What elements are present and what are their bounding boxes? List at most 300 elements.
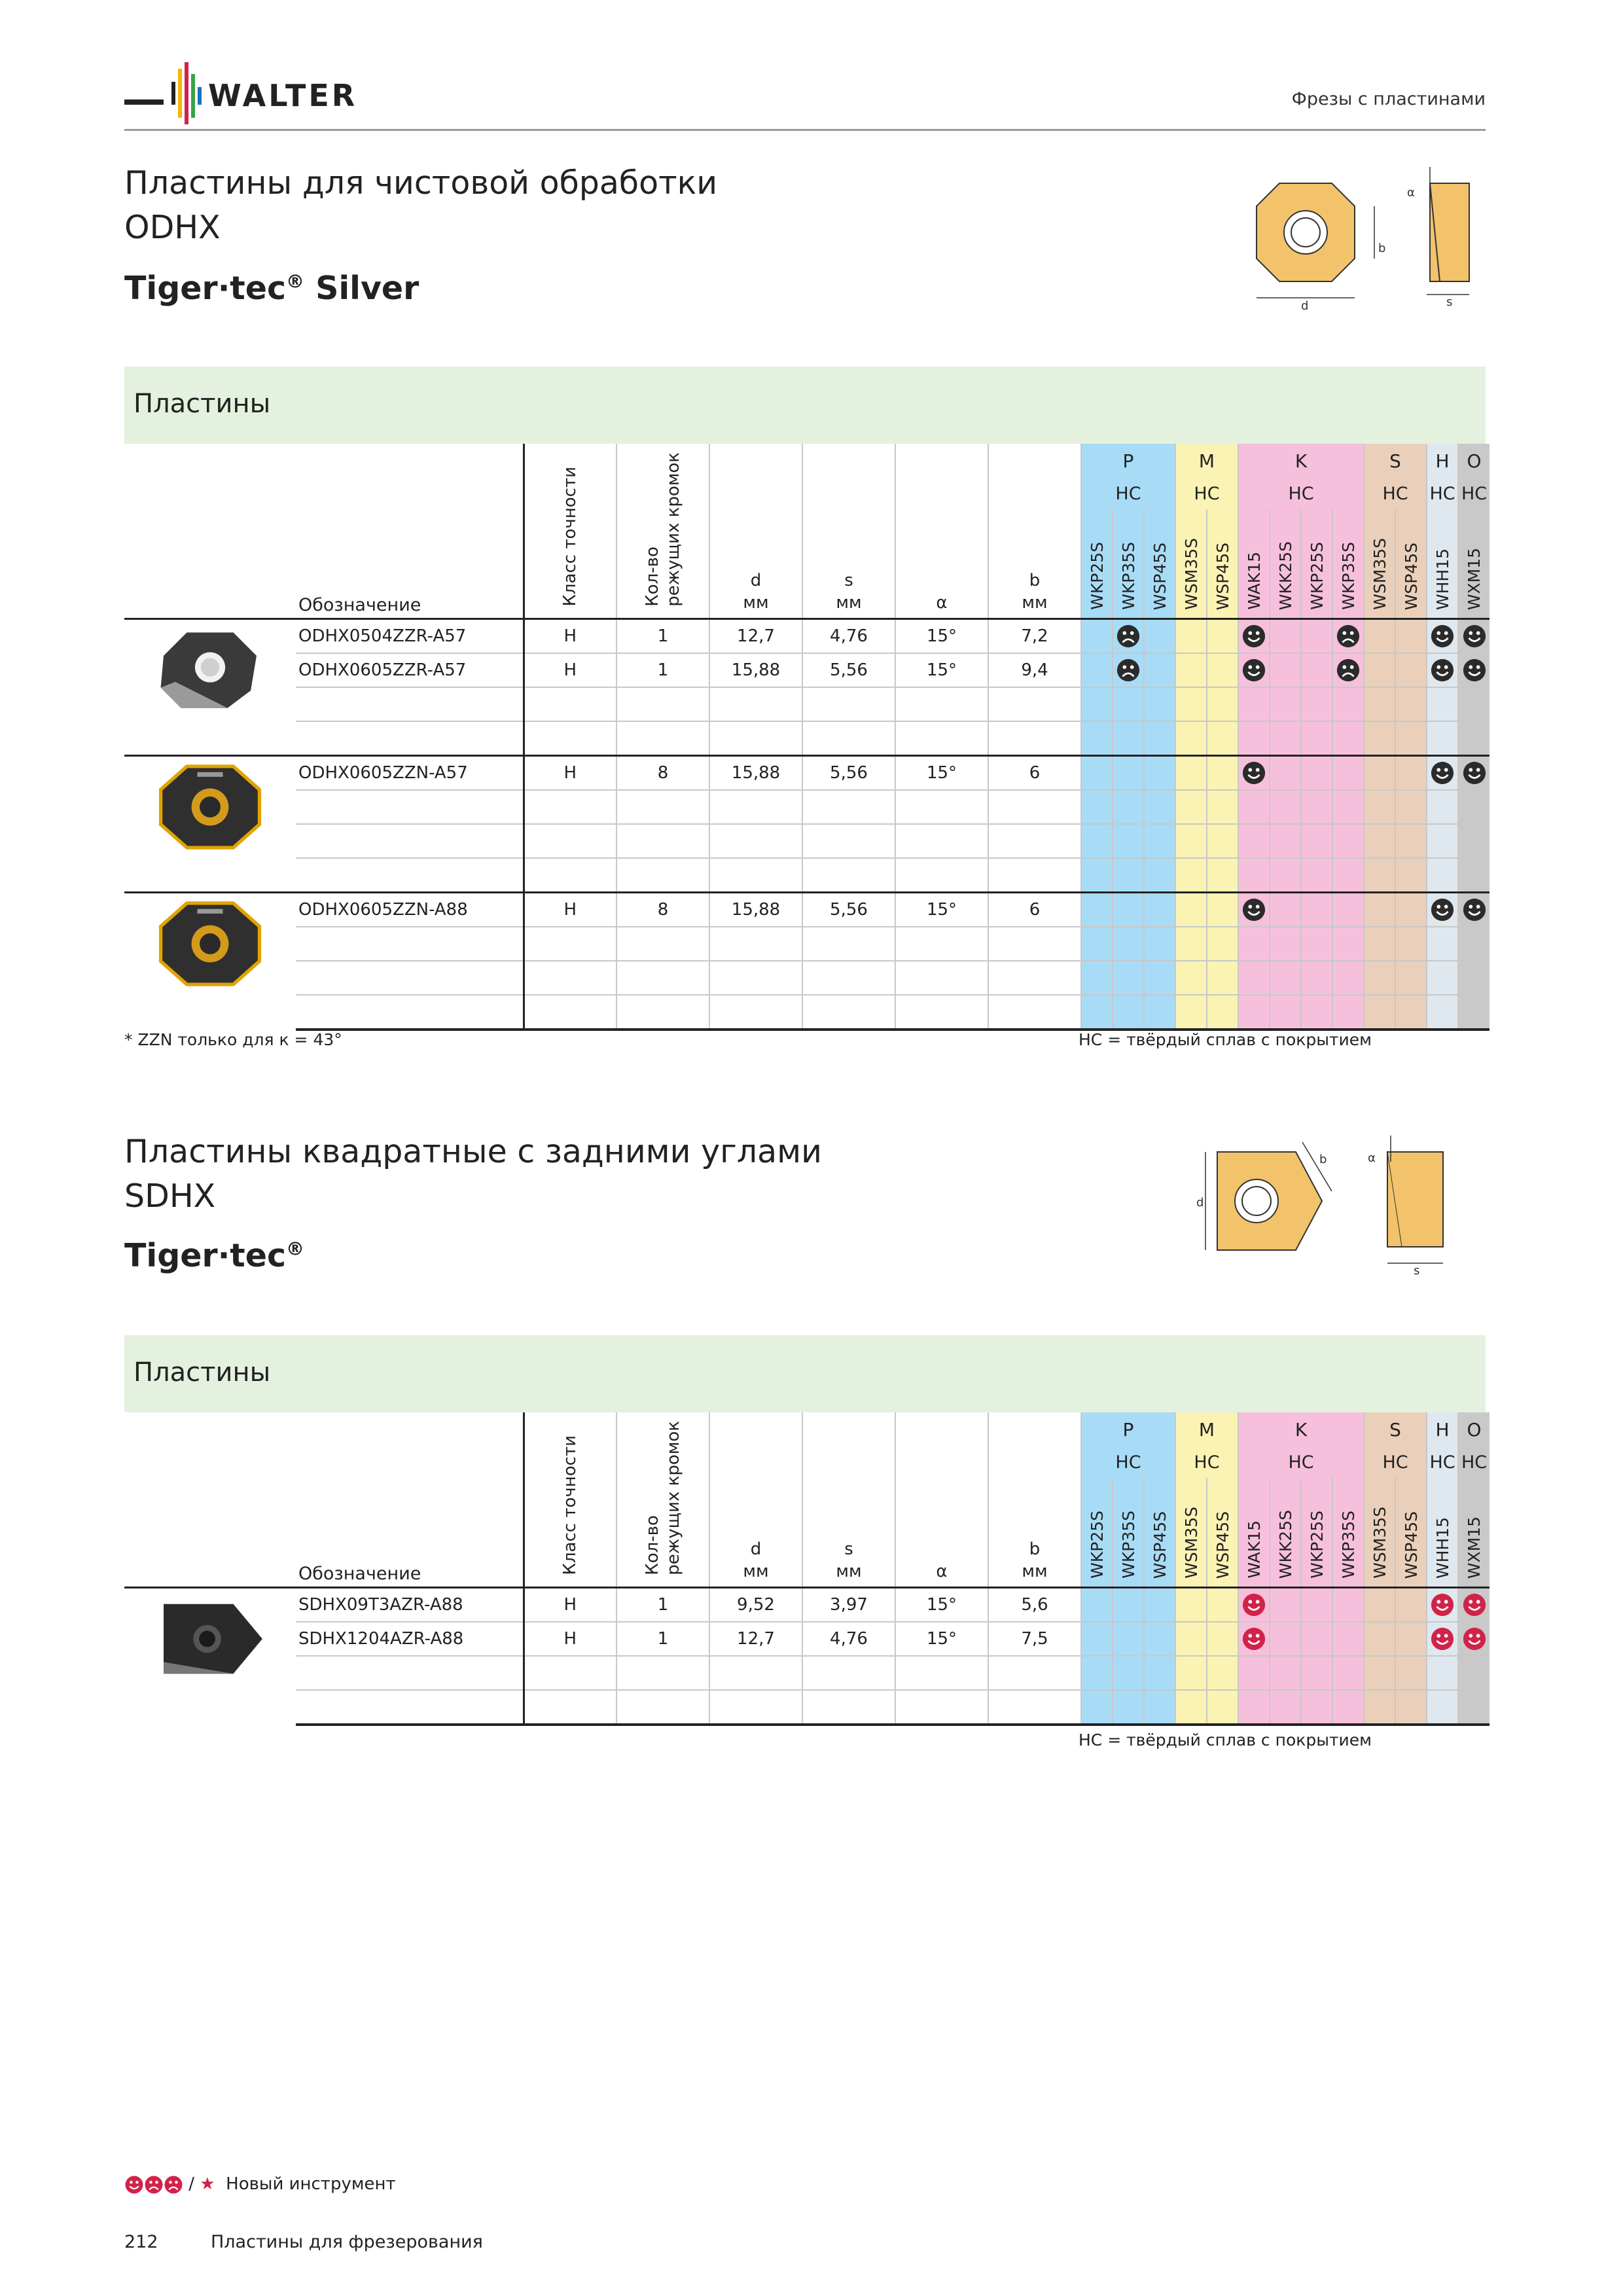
b-cell: 5,6 <box>988 1588 1081 1623</box>
section1-title-line1: Пластины для чистовой обработки <box>124 164 718 202</box>
new-tool-mark-icon <box>1462 1592 1487 1617</box>
grade-cell <box>1175 756 1207 791</box>
grade-cell <box>1332 1588 1364 1623</box>
grade-header <box>1081 509 1113 619</box>
empty-cell <box>709 961 802 995</box>
d-cell: 15,88 <box>709 653 802 687</box>
edges-header <box>616 1412 709 1588</box>
group-O: O <box>1458 1412 1489 1446</box>
grade-cell <box>1207 653 1238 687</box>
grade-cell <box>1238 619 1270 654</box>
empty-cell <box>1270 1656 1301 1690</box>
suitable-mark-icon <box>1241 624 1266 649</box>
empty-cell <box>524 1656 616 1690</box>
empty-cell <box>1144 1690 1175 1725</box>
grade-header <box>1113 509 1144 619</box>
page-number: 212 <box>124 2232 158 2252</box>
empty-cell <box>1270 995 1301 1030</box>
section1-band <box>124 367 1486 444</box>
empty-cell <box>1427 721 1458 756</box>
empty-cell <box>1113 1656 1144 1690</box>
empty-cell <box>1270 927 1301 961</box>
grade-cell <box>1270 1588 1301 1623</box>
grade-label: WKP25S <box>1087 542 1107 610</box>
empty-cell <box>1270 1690 1301 1725</box>
svg-text:WALTER: WALTER <box>208 78 358 113</box>
empty-cell <box>1301 927 1332 961</box>
empty-cell <box>802 824 895 858</box>
grade-label: WSM35S <box>1370 1507 1389 1579</box>
grade-header <box>1207 1478 1238 1588</box>
grade-cell <box>1332 893 1364 927</box>
empty-cell <box>1238 858 1270 893</box>
d-cell: 15,88 <box>709 893 802 927</box>
empty-cell <box>1364 790 1395 824</box>
group-M-sub: HC <box>1175 478 1238 509</box>
s-header <box>802 444 895 619</box>
table-row-empty <box>124 961 1489 995</box>
grade-header <box>1427 509 1458 619</box>
edges-header-label <box>642 452 684 607</box>
insert-image <box>151 897 269 990</box>
legend-icons <box>124 2174 183 2194</box>
empty-cell <box>1175 824 1207 858</box>
grade-cell <box>1081 653 1113 687</box>
edges-cell: 1 <box>616 1588 709 1623</box>
grade-cell <box>1081 1622 1113 1656</box>
edges-header-label <box>642 1421 684 1575</box>
grade-header <box>1395 1478 1427 1588</box>
b-cell: 7,2 <box>988 619 1081 654</box>
d-header <box>709 444 802 619</box>
grade-header <box>1364 1478 1395 1588</box>
legend <box>124 2174 396 2195</box>
grade-cell <box>1395 893 1427 927</box>
edges-line1: Кол-во <box>643 547 662 607</box>
empty-cell <box>1207 858 1238 893</box>
empty-cell <box>1207 995 1238 1030</box>
header-rule <box>124 129 1486 131</box>
s-cell: 4,76 <box>802 619 895 654</box>
accuracy-cell: H <box>524 1588 616 1623</box>
empty-cell <box>709 995 802 1030</box>
empty-cell <box>1207 961 1238 995</box>
empty-cell <box>1144 687 1175 721</box>
empty-cell <box>1081 1656 1113 1690</box>
table-row-empty <box>124 790 1489 824</box>
empty-cell <box>895 1656 988 1690</box>
empty-cell <box>1427 824 1458 858</box>
empty-cell <box>1113 961 1144 995</box>
grade-header <box>1301 509 1332 619</box>
empty-cell <box>1207 824 1238 858</box>
edges-cell: 8 <box>616 756 709 791</box>
empty-cell <box>709 824 802 858</box>
grade-cell <box>1332 1622 1364 1656</box>
empty-cell <box>1175 1690 1207 1725</box>
grade-cell <box>1081 756 1113 791</box>
empty-cell <box>1427 927 1458 961</box>
empty-cell <box>1207 1690 1238 1725</box>
empty-cell <box>895 824 988 858</box>
grade-label: WSP45S <box>1401 542 1421 610</box>
grade-cell <box>1144 893 1175 927</box>
empty-cell <box>1113 858 1144 893</box>
brand-reg: ® <box>286 270 305 293</box>
grade-cell <box>1113 653 1144 687</box>
grade-cell <box>1301 1622 1332 1656</box>
grade-cell <box>1395 1622 1427 1656</box>
empty-cell <box>1364 1656 1395 1690</box>
grade-label: WSP45S <box>1213 1511 1232 1579</box>
alpha-cell: 15° <box>895 1622 988 1656</box>
empty-cell <box>1301 961 1332 995</box>
grade-cell <box>1113 893 1144 927</box>
alpha-cell: 15° <box>895 893 988 927</box>
table-row <box>124 653 1489 687</box>
empty-cell <box>1301 790 1332 824</box>
group-P-sub: HC <box>1081 1446 1175 1478</box>
header-section-label: Фрезы с пластинами <box>1291 89 1486 109</box>
group-S-sub: HC <box>1364 1446 1427 1478</box>
empty-cell <box>616 1690 709 1725</box>
empty-cell <box>1301 1656 1332 1690</box>
grade-cell <box>1113 756 1144 791</box>
new-tool-mark-icon <box>1430 1592 1455 1617</box>
empty-cell <box>616 824 709 858</box>
empty-cell <box>1270 721 1301 756</box>
grade-label: WSP45S <box>1401 1511 1421 1579</box>
grade-cell <box>1270 756 1301 791</box>
empty-cell <box>1458 687 1489 721</box>
b-cell: 6 <box>988 756 1081 791</box>
grade-label: WAK15 <box>1244 552 1264 610</box>
empty-cell <box>1207 790 1238 824</box>
new-unsuitable-icon <box>164 2175 183 2195</box>
section2-footnote-right: HC = твёрдый сплав с покрытием <box>1079 1731 1372 1749</box>
svg-text:d: d <box>1301 299 1309 313</box>
grade-cell <box>1144 1622 1175 1656</box>
band-label: Пластины <box>134 1357 271 1388</box>
edges-cell: 1 <box>616 653 709 687</box>
new-suitable-icon <box>124 2175 144 2195</box>
accuracy-header <box>524 444 616 619</box>
new-limited-icon <box>144 2175 164 2195</box>
grade-cell <box>1144 1588 1175 1623</box>
alpha-header-label: α <box>936 593 948 613</box>
alpha-cell: 15° <box>895 1588 988 1623</box>
empty-cell <box>1395 824 1427 858</box>
grade-cell <box>1113 1588 1144 1623</box>
group-P: P <box>1081 1412 1175 1446</box>
empty-cell <box>1175 995 1207 1030</box>
table-row-empty <box>124 1690 1489 1725</box>
empty-cell <box>1207 927 1238 961</box>
group-P: P <box>1081 444 1175 478</box>
grade-header <box>1113 1478 1144 1588</box>
grade-header <box>1238 509 1270 619</box>
empty-cell <box>1395 1690 1427 1725</box>
edges-cell: 1 <box>616 1622 709 1656</box>
empty-cell <box>1395 790 1427 824</box>
svg-text:d: d <box>1196 1196 1204 1210</box>
empty-cell <box>1175 790 1207 824</box>
empty-cell <box>1395 858 1427 893</box>
empty-cell <box>1207 721 1238 756</box>
empty-cell <box>988 927 1081 961</box>
grade-header <box>1395 509 1427 619</box>
grade-label: WKK25S <box>1275 1509 1295 1579</box>
grade-cell <box>1301 756 1332 791</box>
empty-cell <box>616 687 709 721</box>
empty-cell <box>616 858 709 893</box>
empty-cell <box>1458 1690 1489 1725</box>
empty-cell <box>895 721 988 756</box>
empty-cell <box>1270 858 1301 893</box>
empty-cell <box>1113 927 1144 961</box>
empty-cell <box>988 995 1081 1030</box>
empty-cell <box>1364 927 1395 961</box>
grade-cell <box>1332 619 1364 654</box>
grade-cell <box>1458 756 1489 791</box>
sdhx-table <box>124 1412 1489 1726</box>
empty-cell <box>1364 858 1395 893</box>
empty-cell <box>1301 1690 1332 1725</box>
empty-cell <box>1081 721 1113 756</box>
empty-cell <box>1427 790 1458 824</box>
grade-cell <box>1364 619 1395 654</box>
grade-header <box>1332 509 1364 619</box>
group-K: K <box>1238 444 1364 478</box>
footer-title: Пластины для фрезерования <box>211 2232 483 2252</box>
d-cell: 12,7 <box>709 619 802 654</box>
accuracy-cell: H <box>524 619 616 654</box>
empty-cell <box>988 721 1081 756</box>
empty-cell <box>1458 927 1489 961</box>
group-H-sub: HC <box>1427 1446 1458 1478</box>
empty-cell <box>1427 1656 1458 1690</box>
empty-cell <box>1364 961 1395 995</box>
d-cell: 12,7 <box>709 1622 802 1656</box>
grade-cell <box>1207 893 1238 927</box>
b-cell: 7,5 <box>988 1622 1081 1656</box>
b-header <box>988 444 1081 619</box>
edges-cell: 1 <box>616 619 709 654</box>
empty-cell <box>1395 961 1427 995</box>
empty-cell <box>1301 858 1332 893</box>
grade-cell <box>1332 653 1364 687</box>
group-O: O <box>1458 444 1489 478</box>
empty-cell <box>1113 721 1144 756</box>
empty-cell <box>1395 995 1427 1030</box>
grade-label: WKP35S <box>1338 542 1358 610</box>
grade-label: WSM35S <box>1370 538 1389 610</box>
empty-cell <box>1395 687 1427 721</box>
brand-reg: ® <box>286 1238 305 1260</box>
grade-cell <box>1175 893 1207 927</box>
grade-cell <box>1113 619 1144 654</box>
accuracy-cell: H <box>524 1622 616 1656</box>
grade-label: WHH15 <box>1433 1516 1452 1579</box>
empty-cell <box>616 961 709 995</box>
empty-cell <box>1113 995 1144 1030</box>
empty-cell <box>895 858 988 893</box>
unsuitable-mark-icon <box>1116 624 1141 649</box>
grade-label: WKP25S <box>1307 1511 1327 1579</box>
empty-cell <box>1458 721 1489 756</box>
empty-cell <box>1427 995 1458 1030</box>
grade-cell <box>1207 619 1238 654</box>
grade-cell <box>1081 893 1113 927</box>
empty-cell <box>524 824 616 858</box>
grade-cell <box>1332 756 1364 791</box>
b-cell: 6 <box>988 893 1081 927</box>
suitable-mark-icon <box>1430 658 1455 683</box>
grade-cell <box>1270 1622 1301 1656</box>
grade-header <box>1144 509 1175 619</box>
empty-cell <box>1238 721 1270 756</box>
group-O-sub: HC <box>1458 478 1489 509</box>
empty-cell <box>895 995 988 1030</box>
section2-title-line1: Пластины квадратные с задними углами <box>124 1133 822 1170</box>
table-row-empty <box>124 687 1489 721</box>
empty-cell <box>988 961 1081 995</box>
grade-label: WSM35S <box>1181 538 1201 610</box>
brand-name: Tiger·tec <box>124 1237 287 1274</box>
suitable-mark-icon <box>1430 897 1455 922</box>
empty-cell <box>1332 721 1364 756</box>
d-cell: 15,88 <box>709 756 802 791</box>
d-header-label: d <box>750 571 762 590</box>
empty-cell <box>988 858 1081 893</box>
new-tool-mark-icon <box>1430 1626 1455 1651</box>
empty-cell <box>524 687 616 721</box>
unsuitable-mark-icon <box>1336 624 1361 649</box>
empty-cell <box>802 927 895 961</box>
empty-cell <box>1427 687 1458 721</box>
accuracy-header <box>524 1412 616 1588</box>
alpha-header <box>895 1412 988 1588</box>
suitable-mark-icon <box>1462 658 1487 683</box>
grade-cell <box>1238 893 1270 927</box>
grade-label: WKP25S <box>1307 542 1327 610</box>
section1-title <box>124 161 717 250</box>
empty-cell <box>1144 790 1175 824</box>
d-header-unit: мм <box>743 1562 769 1581</box>
grade-cell <box>1458 1622 1489 1656</box>
insert-image <box>151 624 269 717</box>
grade-cell <box>1301 653 1332 687</box>
alpha-cell: 15° <box>895 756 988 791</box>
grade-cell <box>1238 756 1270 791</box>
empty-cell <box>988 1690 1081 1725</box>
insert-image-cell <box>124 1588 296 1725</box>
s-cell: 5,56 <box>802 893 895 927</box>
table-row <box>124 893 1489 927</box>
designation-cell: ODHX0504ZZR-A57 <box>296 619 524 654</box>
empty-cell <box>895 790 988 824</box>
legend-text: Новый инструмент <box>226 2174 396 2194</box>
grade-cell <box>1301 1588 1332 1623</box>
edges-line1: Кол-во <box>643 1515 662 1575</box>
edges-cell: 8 <box>616 893 709 927</box>
empty-cell <box>1144 721 1175 756</box>
empty-cell <box>1427 961 1458 995</box>
alpha-header-label: α <box>936 1562 948 1581</box>
grade-cell <box>1175 1588 1207 1623</box>
accuracy-header-label: Класс точности <box>560 467 580 607</box>
empty-cell <box>1144 927 1175 961</box>
grade-cell <box>1175 1622 1207 1656</box>
empty-cell <box>709 790 802 824</box>
empty-cell <box>1332 995 1364 1030</box>
b-header <box>988 1412 1081 1588</box>
empty-cell <box>802 790 895 824</box>
edges-line2: режущих кромок <box>664 1421 683 1575</box>
empty-cell <box>1332 1656 1364 1690</box>
empty-cell <box>802 1656 895 1690</box>
designation-header: Обозначение <box>298 595 421 615</box>
accuracy-cell: H <box>524 756 616 791</box>
empty-cell <box>1332 687 1364 721</box>
group-S: S <box>1364 1412 1427 1446</box>
accuracy-cell: H <box>524 653 616 687</box>
grade-cell <box>1427 1588 1458 1623</box>
suitable-mark-icon <box>1241 897 1266 922</box>
designation-header: Обозначение <box>298 1564 421 1584</box>
empty-cell <box>1238 995 1270 1030</box>
d-cell: 9,52 <box>709 1588 802 1623</box>
designation-cell: SDHX1204AZR-A88 <box>296 1622 524 1656</box>
group-O-sub: HC <box>1458 1446 1489 1478</box>
alpha-header <box>895 444 988 619</box>
grade-cell <box>1427 756 1458 791</box>
empty-cell <box>524 927 616 961</box>
grade-cell <box>1238 1588 1270 1623</box>
suitable-mark-icon <box>1462 761 1487 785</box>
grade-cell <box>1364 653 1395 687</box>
grade-cell <box>1301 619 1332 654</box>
s-cell: 3,97 <box>802 1588 895 1623</box>
grade-header <box>1458 1478 1489 1588</box>
header-row-groups <box>124 444 1489 478</box>
grade-cell <box>1207 1622 1238 1656</box>
empty-cell <box>802 961 895 995</box>
s-header-label: s <box>844 571 853 590</box>
empty-cell <box>1144 961 1175 995</box>
group-K-sub: HC <box>1238 478 1364 509</box>
table-row-empty <box>124 1656 1489 1690</box>
empty-cell <box>1144 858 1175 893</box>
empty-cell <box>296 1690 524 1725</box>
s-header-label: s <box>844 1539 853 1559</box>
grade-cell <box>1364 1622 1395 1656</box>
empty-cell <box>1395 1656 1427 1690</box>
grade-cell <box>1458 653 1489 687</box>
grade-label: WAK15 <box>1244 1520 1264 1579</box>
grade-cell <box>1364 1588 1395 1623</box>
empty-cell <box>296 961 524 995</box>
empty-cell <box>1458 961 1489 995</box>
empty-cell <box>1113 687 1144 721</box>
grade-cell <box>1144 619 1175 654</box>
grade-header <box>1238 1478 1270 1588</box>
empty-cell <box>1175 687 1207 721</box>
grade-label: WXM15 <box>1465 547 1484 610</box>
grade-cell <box>1238 653 1270 687</box>
empty-cell <box>1332 824 1364 858</box>
grade-header <box>1270 509 1301 619</box>
